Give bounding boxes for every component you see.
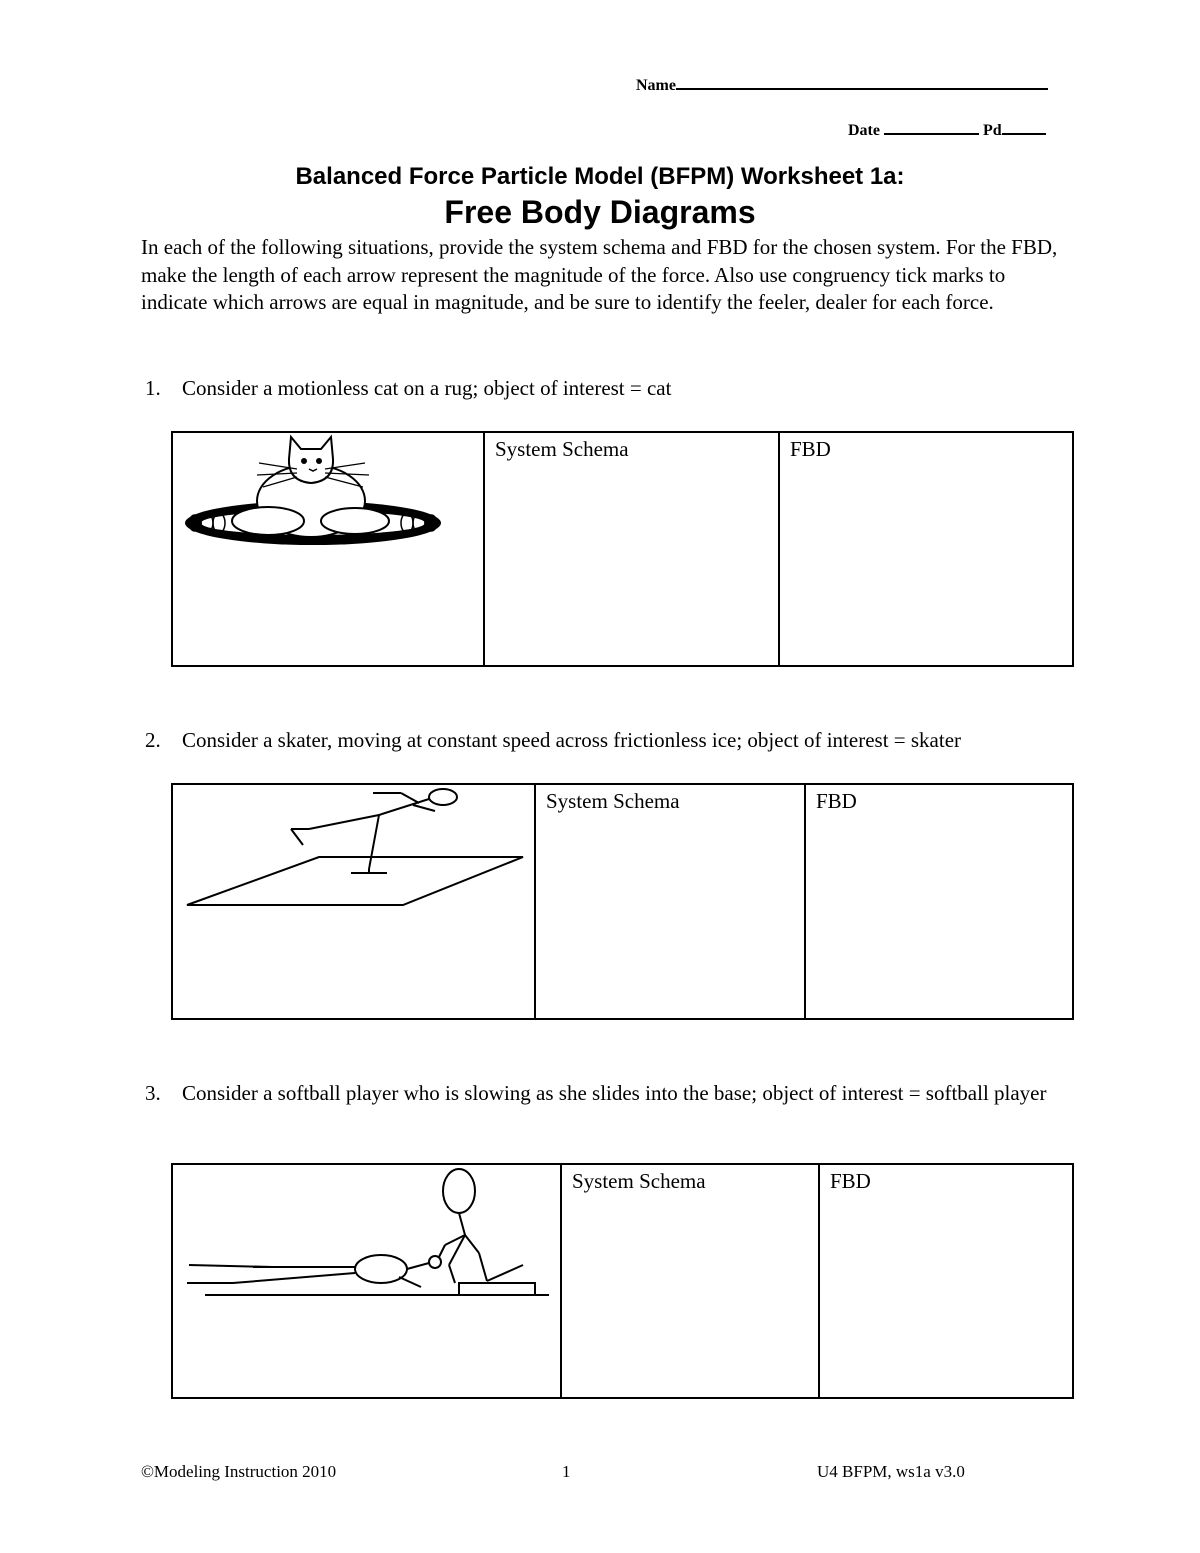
worksheet-subtitle: Free Body Diagrams: [444, 194, 756, 230]
answer-table-2: [171, 783, 1074, 1020]
period-label: Pd: [982, 122, 1002, 139]
date-label: Date: [848, 122, 880, 139]
illustration-cell: [172, 1164, 561, 1398]
footer-page-number: 1: [562, 1462, 571, 1481]
illustration-cell: [172, 784, 535, 1019]
illustration-cell: [172, 432, 484, 666]
instructions-paragraph: In each of the following situations, provide the system schema and FBD for the chosen system. For the FBD, make the length of each arrow represent the magnitude of the force. Also use congruency tick marks to indicate which arrows are equal in magnitude, and be sure to identify the feeler, dealer for each force.: [141, 235, 1058, 314]
date-blank[interactable]: [884, 119, 979, 135]
system-schema-label: System Schema: [546, 789, 680, 813]
skater-on-ice-illustration: [173, 785, 534, 1018]
name-label: Name: [636, 77, 676, 94]
answer-table-3: [171, 1163, 1074, 1399]
worksheet-title: Balanced Force Particle Model (BFPM) Worksheet 1a:: [295, 163, 905, 190]
fbd-label: FBD: [790, 437, 831, 461]
name-blank[interactable]: [676, 74, 1048, 90]
name-field[interactable]: [636, 74, 1048, 95]
date-period-field[interactable]: [848, 119, 1046, 140]
system-schema-cell[interactable]: [535, 784, 805, 1019]
softball-player-illustration: [173, 1165, 560, 1397]
fbd-cell[interactable]: [819, 1164, 1073, 1398]
question-text: Consider a softball player who is slowing as she slides into the base; object of interest = softball player: [182, 1081, 1047, 1105]
question-number: 3.: [145, 1081, 161, 1105]
system-schema-label: System Schema: [572, 1169, 706, 1193]
footer-copyright: ©Modeling Instruction 2010: [141, 1462, 337, 1481]
question-text: Consider a motionless cat on a rug; object of interest = cat: [182, 376, 672, 400]
question-number: 2.: [145, 728, 161, 752]
system-schema-label: System Schema: [495, 437, 629, 461]
fbd-cell[interactable]: [805, 784, 1073, 1019]
footer-document-id: U4 BFPM, ws1a v3.0: [817, 1462, 965, 1481]
cat-on-rug-illustration: [173, 433, 483, 665]
period-blank[interactable]: [1002, 119, 1046, 135]
system-schema-cell[interactable]: [561, 1164, 819, 1398]
fbd-label: FBD: [830, 1169, 871, 1193]
fbd-cell[interactable]: [779, 432, 1073, 666]
question-number: 1.: [145, 376, 161, 400]
fbd-label: FBD: [816, 789, 857, 813]
system-schema-cell[interactable]: [484, 432, 779, 666]
question-text: Consider a skater, moving at constant speed across frictionless ice; object of interest = skater: [182, 728, 962, 752]
answer-table-1: [171, 431, 1074, 667]
